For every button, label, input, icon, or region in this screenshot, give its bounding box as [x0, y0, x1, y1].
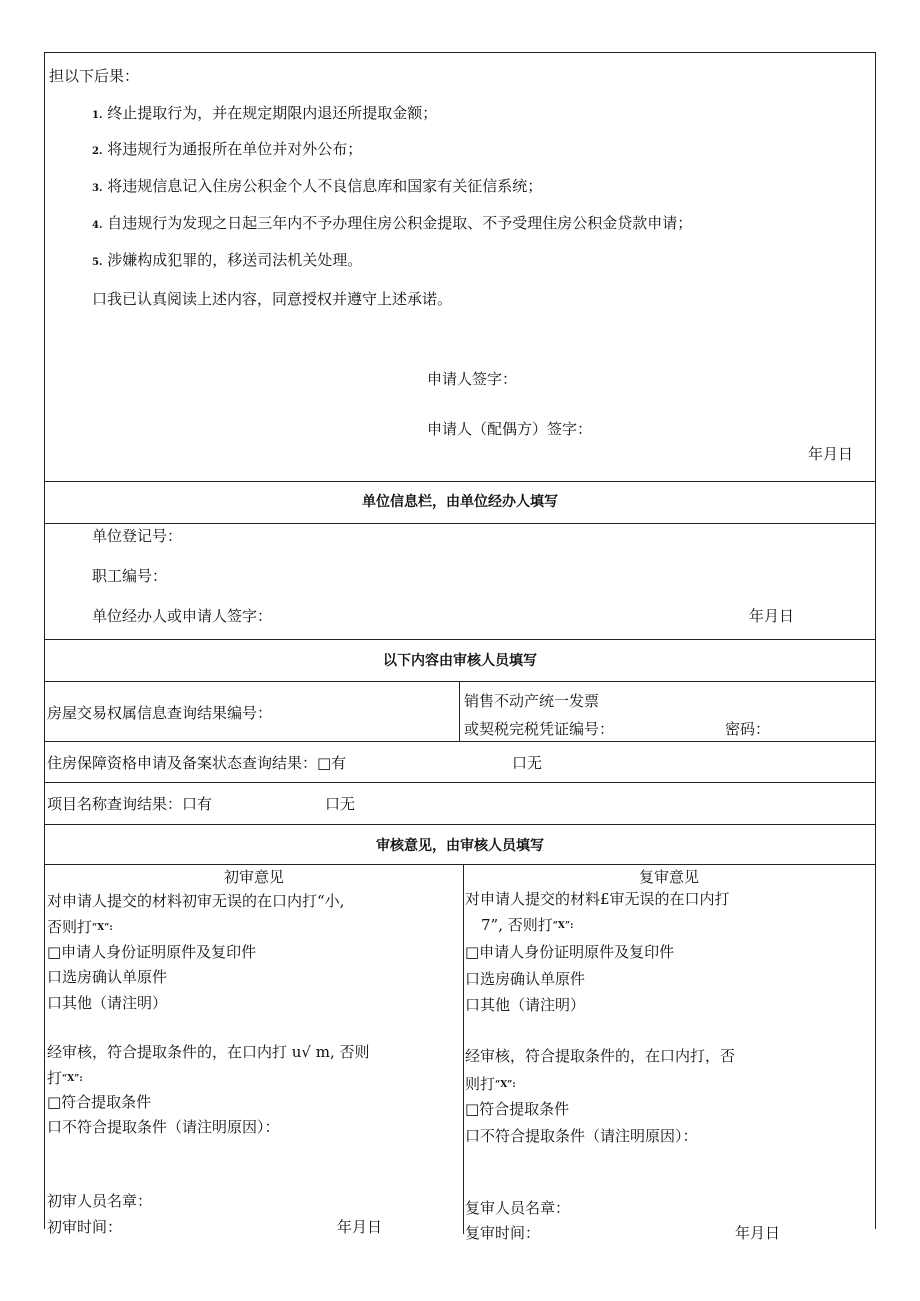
divider [45, 782, 875, 783]
invoice-label-line2: 或契税完税凭证编号： [464, 720, 615, 738]
housing-security-no[interactable]: 口无 [512, 754, 543, 772]
first-check-other[interactable]: 口其他（请注明） [47, 994, 168, 1012]
first-date: 年月日 [337, 1218, 383, 1236]
unit-date: 年月日 [749, 607, 795, 625]
opinion-section-header: 审核意见，由审核人员填写 [376, 838, 544, 854]
second-check-id-docs[interactable]: □申请人身份证明原件及复印件 [465, 943, 675, 961]
divider [45, 824, 875, 825]
first-cond-mark: “X”: [62, 1074, 83, 1084]
first-cond-line1: 经审核，符合提取条件的，在口内打 u√ m, 否则 [47, 1043, 370, 1061]
divider [45, 864, 875, 865]
review-section-header: 以下内容由审核人员填写 [383, 653, 537, 669]
password-label: 密码： [725, 720, 771, 738]
divider [45, 481, 875, 482]
consent-checkbox[interactable]: 口我已认真阅读上述内容，同意授权并遵守上述承诺。 [92, 290, 453, 308]
first-intro-line2 [47, 917, 113, 938]
divider [45, 741, 875, 742]
pledge-item-text: 涉嫌构成犯罪的，移送司法机关处理。 [107, 251, 363, 269]
second-check-other[interactable]: 口其他（请注明） [465, 996, 586, 1014]
first-stamp-label: 初审人员名章： [47, 1192, 153, 1210]
project-query-yes[interactable]: 项目名称查询结果：口有 [47, 795, 213, 813]
pledge-item-number: 1. [92, 110, 103, 121]
unit-reg-no-label: 单位登记号： [92, 527, 183, 545]
first-cond-line2 [47, 1068, 83, 1089]
spouse-sign-label: 申请人（配偶方）签字： [427, 420, 593, 438]
first-intro-mark: “X”: [92, 923, 113, 933]
divider [459, 681, 460, 741]
pledge-item-1 [92, 103, 437, 126]
second-cond-mark: “X”: [495, 1080, 516, 1090]
house-query-label: 房屋交易权属信息查询结果编号： [47, 704, 273, 722]
first-cond-prefix: 打 [47, 1069, 63, 1087]
second-check-eligible[interactable]: □符合提取条件 [465, 1100, 570, 1118]
pledge-item-text: 终止提取行为，并在规定期限内退还所提取金额； [107, 104, 438, 122]
pledge-item-2 [92, 139, 362, 162]
first-check-house-confirm[interactable]: 口选房确认单原件 [47, 968, 168, 986]
divider [45, 639, 875, 640]
first-intro-prefix: 否则打 [47, 918, 93, 936]
first-check-not-eligible[interactable]: 口不符合提取条件（请注明原因）： [47, 1118, 280, 1136]
pledge-item-text: 自违规行为发现之日起三年内不予办理住房公积金提取、不予受理住房公积金贷款申请； [107, 214, 693, 232]
pledge-item-number: 5. [92, 257, 103, 268]
invoice-label-line1: 销售不动产统一发票 [464, 692, 600, 710]
applicant-sign-label: 申请人签字： [427, 370, 518, 388]
project-query-no[interactable]: 口无 [325, 795, 356, 813]
unit-sign-label: 单位经办人或申请人签字： [92, 607, 273, 625]
second-intro-mark: “X”: [552, 921, 574, 931]
divider [45, 681, 875, 682]
second-cond-line2 [465, 1074, 516, 1095]
pledge-intro: 担以下后果： [49, 67, 140, 85]
pledge-item-text: 将违规信息记入住房公积金个人不良信息库和国家有关征信系统； [107, 177, 543, 195]
second-intro-prefix: 7”, 否则打 [481, 916, 553, 934]
second-date: 年月日 [735, 1224, 781, 1242]
pledge-item-text: 将违规行为通报所在单位并对外公布； [107, 140, 363, 158]
pledge-item-number: 3. [92, 183, 103, 194]
provident-fund-form [44, 52, 876, 1242]
second-intro-line1: 对申请人提交的材料£审无误的在口内打 [465, 890, 730, 908]
second-time-label: 复审时间： [465, 1224, 541, 1242]
second-review-title: 复审意见 [638, 868, 699, 886]
second-check-house-confirm[interactable]: 口选房确认单原件 [465, 970, 586, 988]
pledge-item-5 [92, 250, 362, 273]
second-intro-line2 [481, 915, 573, 936]
second-check-not-eligible[interactable]: 口不符合提取条件（请注明原因）： [465, 1127, 698, 1145]
first-intro-line1: 对申请人提交的材料初审无误的在口内打“小, [47, 892, 345, 910]
divider [45, 523, 875, 524]
second-cond-prefix: 则打 [465, 1075, 496, 1093]
pledge-item-number: 2. [92, 146, 103, 157]
pledge-item-number: 4. [92, 220, 103, 231]
first-check-id-docs[interactable]: □申请人身份证明原件及复印件 [47, 943, 257, 961]
pledge-date: 年月日 [808, 445, 854, 463]
first-check-eligible[interactable]: □符合提取条件 [47, 1093, 152, 1111]
second-stamp-label: 复审人员名章： [465, 1199, 571, 1217]
housing-security-yes[interactable]: 住房保障资格申请及备案状态查询结果：□有 [47, 754, 347, 772]
unit-section-header: 单位信息栏，由单位经办人填写 [362, 494, 558, 510]
pledge-item-4 [92, 213, 692, 236]
employee-no-label: 职工编号： [92, 567, 168, 585]
divider [463, 864, 464, 1234]
first-review-title: 初审意见 [223, 868, 284, 886]
pledge-item-3 [92, 176, 542, 199]
second-cond-line1: 经审核，符合提取条件的，在口内打，否 [465, 1047, 736, 1065]
first-time-label: 初审时间： [47, 1218, 123, 1236]
